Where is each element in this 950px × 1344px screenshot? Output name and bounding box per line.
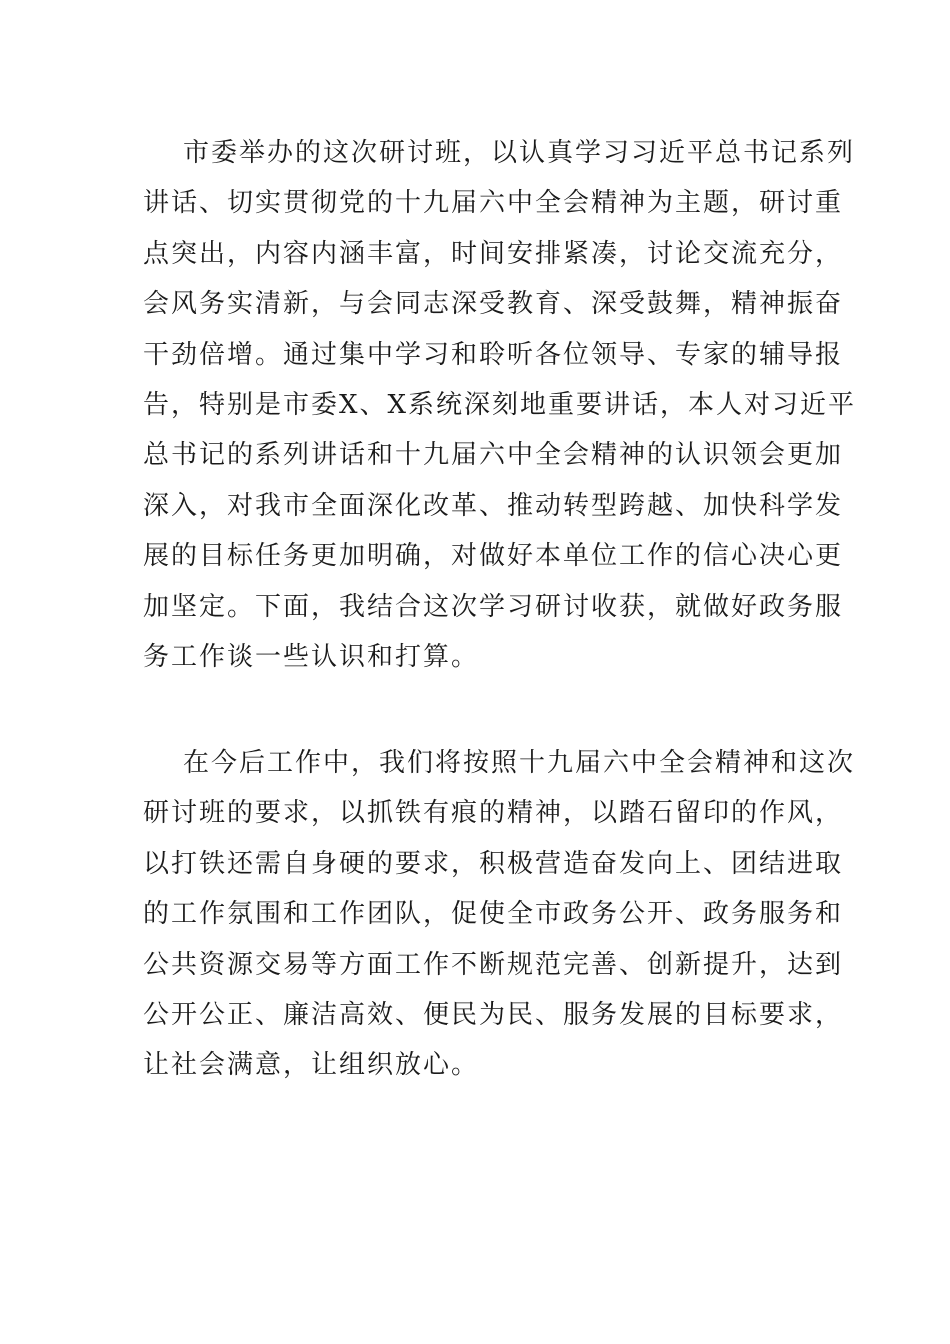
paragraph-2 — [143, 738, 856, 1091]
paragraph-line: 的工作氛围和工作团队，促使全市政务公开、政务服务和 — [143, 899, 844, 930]
paragraph-line: 务工作谈一些认识和打算。 — [143, 641, 480, 672]
paragraph-line: 点突出，内容内涵丰富，时间安排紧凑，讨论交流充分， — [143, 238, 844, 269]
paragraph-line: 在今后工作中，我们将按照十九届六中全会精神和这次 — [183, 748, 856, 778]
paragraph-1 — [143, 128, 857, 682]
paragraph-line: 会风务实清新，与会同志深受教育、深受鼓舞，精神振奋 — [143, 289, 844, 320]
paragraph-line: 市委举办的这次研讨班，以认真学习习近平总书记系列 — [183, 138, 856, 168]
paragraph-line: 告，特别是市委X、X系统深刻地重要讲话，本人对习近平 — [143, 389, 857, 420]
paragraph-line: 加坚定。下面，我结合这次学习研讨收获，就做好政务服 — [143, 591, 844, 622]
paragraph-line: 研讨班的要求，以抓铁有痕的精神，以踏石留印的作风， — [143, 798, 844, 829]
paragraph-line: 总书记的系列讲话和十九届六中全会精神的认识领会更加 — [143, 440, 844, 471]
paragraph-line: 讲话、切实贯彻党的十九届六中全会精神为主题，研讨重 — [143, 188, 844, 219]
paragraph-line: 深入，对我市全面深化改革、推动转型跨越、加快科学发 — [143, 490, 844, 521]
paragraph-line: 公共资源交易等方面工作不断规范完善、创新提升，达到 — [143, 949, 844, 980]
paragraph-line: 展的目标任务更加明确，对做好本单位工作的信心决心更 — [143, 541, 844, 572]
paragraph-line: 干劲倍增。通过集中学习和聆听各位领导、专家的辅导报 — [143, 339, 844, 370]
paragraph-line: 以打铁还需自身硬的要求，积极营造奋发向上、团结进取 — [143, 848, 844, 879]
paragraph-line: 公开公正、廉洁高效、便民为民、服务发展的目标要求， — [143, 999, 844, 1030]
paragraph-line: 让社会满意，让组织放心。 — [143, 1050, 480, 1081]
